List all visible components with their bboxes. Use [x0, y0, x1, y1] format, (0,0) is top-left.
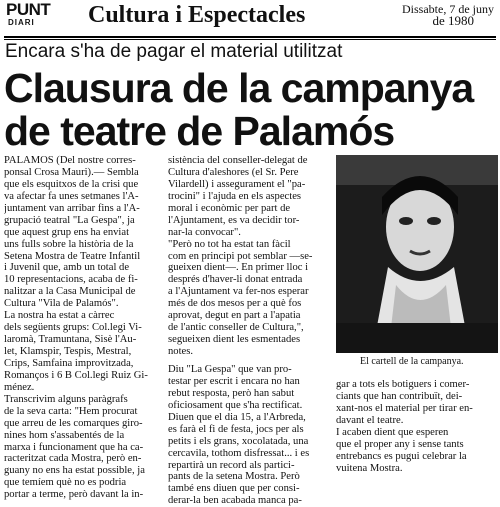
issue-date: [402, 3, 494, 27]
article-text-line: laromà, Tramuntana, Sisè l'Au-: [4, 334, 137, 346]
poster-photo-image: [336, 155, 498, 353]
article-text-line: de la seva carta: "Hem procurat: [4, 405, 138, 417]
article-text-line: més de dos mesos per a què fos: [168, 298, 302, 310]
article-text-line: cercavila, tothom disfressat... i es: [168, 447, 310, 459]
article-text-line: trocini" i l'ajuda en els aspectes: [168, 190, 302, 202]
article-text-line: Cultura d'aleshores (el Sr. Pere: [168, 166, 299, 178]
article-text-line: sistència del conseller-delegat de: [168, 155, 308, 166]
article-text-line: Cultura "Vila de Palamós".: [4, 298, 119, 310]
article-text-line: grupació teatral "La Gespa", ja: [4, 214, 135, 226]
article-text-line: va afectar fa unes setmanes l'A-: [4, 190, 139, 202]
article-text-line: que els esquitxos de la crisi que: [4, 178, 139, 190]
section-title: Cultura i Espectacles: [88, 2, 306, 28]
article-text-line: portar a terme, però davant la in-: [4, 489, 144, 501]
article-column-1: [4, 155, 162, 501]
masthead-rule-thick: [4, 36, 496, 38]
article-text-line: aprovat, degut en part a l'apatia: [168, 310, 301, 322]
article-text-line: PALAMOS (Del nostre corres-: [4, 155, 136, 166]
article-text-line: testar per escrit i encara no han: [168, 375, 300, 387]
article-text-line: repartirà un record als partici-: [168, 459, 295, 471]
article-text-line: oficiosament que s'ha rectificat.: [168, 399, 303, 411]
article-text-line: nalitzar a la Casa Municipal de: [4, 286, 136, 298]
article-text-line: l'Ajuntament, es va decidir tor-: [168, 214, 300, 226]
headline-line-2: de teatre de Palamós: [4, 108, 395, 154]
issue-date-year: de 1980: [432, 13, 474, 28]
article-text-line: Setena Mostra de Teatre Infantil: [4, 250, 141, 262]
article-text-line: petits i els grans, xocolatada, una: [168, 435, 309, 447]
article-text-line: Romanços i 6 B Col.legi Ruiz Gi-: [4, 369, 148, 381]
article-text-line: Diuen que el dia 15, a l'Arbreda,: [168, 411, 306, 423]
article-text-line: La nostra ha estat a càrrec: [4, 310, 115, 322]
article-text-line: i Juvenil que, amb un total de: [4, 262, 130, 274]
photo-caption: El cartell de la campanya.: [360, 356, 464, 367]
article-text-line: xant-nos el material per tirar en-: [336, 402, 473, 414]
article-text-line: Crips, Samfaina improvitzada,: [4, 357, 134, 369]
article-text-line: que arreu de les comarques giro-: [4, 417, 143, 429]
article-text-line: Transcrivim alguns paràgrafs: [4, 393, 128, 405]
article-text-line: que aquest grup ens ha enviat: [4, 226, 130, 238]
article-text-line: que temíem què no es podria: [4, 477, 127, 489]
article-text-line: Diu "La Gespa" que van pro-: [168, 364, 292, 375]
article-text-line: després d'haver-li donat entrada: [168, 274, 303, 286]
article-text-line: ménez.: [4, 381, 35, 393]
article-text-line: també ens diuen que per consi-: [168, 483, 300, 495]
article-text-line: 10 representacions, acaba de fi-: [4, 274, 138, 286]
poster-photo: [336, 155, 498, 353]
article-text-line: marxa i funcionament que ha ca-: [4, 441, 144, 453]
article-text-line: moral i econòmic per part de: [168, 202, 291, 214]
article-text-line: derar-la ben acabada manca pa-: [168, 495, 302, 507]
article-text-line: dels següents grups: Col.legi Vi-: [4, 322, 142, 334]
article-text-line: nines hom s'assabentés de la: [4, 429, 125, 441]
article-text-line: ciants que han contribuït, dei-: [336, 390, 463, 402]
article-text-line: gueixen dient—. En primer lloc i: [168, 262, 309, 274]
article-text-line: gar a tots els botiguers i comer-: [336, 379, 470, 390]
article-text-line: vuitena Mostra.: [336, 462, 403, 474]
newspaper-logo: PUNT: [6, 0, 51, 19]
article-text-line: rebut resposta, però han sabut: [168, 387, 295, 399]
issue-date-line: Dissabte, 7 de juny: [402, 2, 494, 16]
article-text-line: I acaben dient que esperen: [336, 426, 449, 438]
newspaper-logo-subtitle: DIARI: [8, 18, 35, 27]
article-text-line: guany no ens ha estat possible, ja: [4, 465, 145, 477]
masthead: [4, 0, 498, 38]
article-text-line: ponsal Crosa Mauri).— Sembla: [4, 166, 139, 178]
article-column-2-continued: [168, 364, 328, 507]
article-text-line: que el proper any i sense tants: [336, 438, 464, 450]
article-text-line: "Però no tot ha estat tan fàcil: [168, 238, 291, 250]
article-text-line: nar-la convocar".: [168, 226, 241, 238]
masthead-rule-thin: [4, 39, 496, 40]
article-headline: [4, 67, 498, 153]
article-text-line: let, Klamspir, Tespis, Mestral,: [4, 346, 132, 357]
article-kicker: Encara s'ha de pagar el material utilitzat: [5, 41, 343, 62]
article-text-line: pants de la setena Mostra. Però: [168, 471, 300, 483]
headline-line-1: Clausura de la campanya: [4, 65, 474, 111]
article-column-3: [336, 379, 498, 475]
article-text-line: juntament van arribar fins a l'A-: [4, 202, 140, 214]
article-column-2: [168, 155, 328, 358]
article-text-line: segueixen dient les esmentades: [168, 334, 301, 346]
article-text-line: es farà el fi de festa, jocs per als: [168, 423, 304, 435]
article-text-line: davant el teatre.: [336, 414, 404, 426]
article-text-line: notes.: [168, 346, 194, 357]
article-text-line: entrebancs es pugui celebrar la: [336, 450, 467, 462]
article-text-line: racteritzat cada Mostra, però en-: [4, 453, 142, 465]
article-text-line: com en principi pot semblar —se-: [168, 250, 313, 262]
article-text-line: a l'Ajuntament va fer-nos esperar: [168, 286, 309, 298]
article-text-line: uns fulls sobre la història de la: [4, 238, 134, 250]
article-text-line: Vilardell) i assegurament el "pa-: [168, 178, 306, 190]
article-text-line: de l'antic conseller de Cultura,",: [168, 322, 304, 334]
